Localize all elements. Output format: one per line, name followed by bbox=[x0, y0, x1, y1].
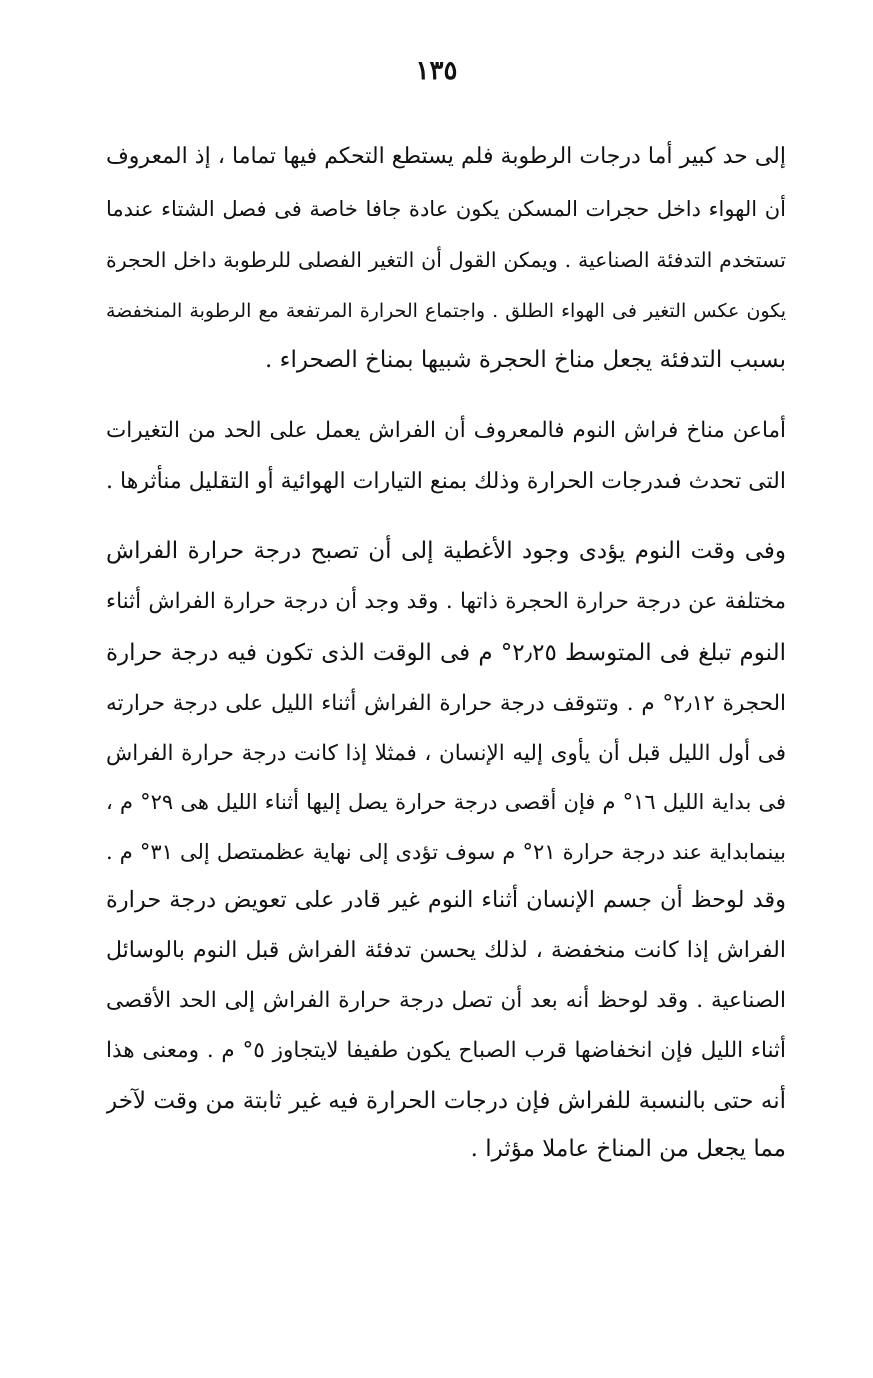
text-line: التى تحدث فىدرجات الحرارة وذلك بمنع التيارات الهوائية أو التقليل منأثرها . bbox=[106, 469, 786, 494]
text-line: أن الهواء داخل حجرات المسكن يكون عادة جافا خاصة فى فصل الشتاء عندما bbox=[106, 197, 786, 221]
text-line: إلى حد كبير أما درجات الرطوبة فلم يستطع التحكم فيها تماما ، إذ المعروف bbox=[106, 144, 786, 169]
text-line: الحجرة ٢٫١٢° م . وتتوقف درجة حرارة الفراش أثناء الليل على درجة حرارته bbox=[106, 691, 786, 716]
text-line: مما يجعل من المناخ عاملا مؤثرا . bbox=[470, 1136, 786, 1162]
page-number: ١٣٥ bbox=[415, 56, 458, 86]
text-line: الصناعية . وقد لوحظ أنه بعد أن تصل درجة حرارة الفراش إلى الحد الأقصى bbox=[106, 988, 786, 1013]
text-line: يكون عكس التغير فى الهواء الطلق . واجتماع الحرارة المرتفعة مع الرطوبة المنخفضة bbox=[106, 300, 786, 322]
text-line: أماعن مناخ فراش النوم فالمعروف أن الفراش يعمل على الحد من التغيرات bbox=[106, 418, 786, 443]
text-line: بينمابداية عند درجة حرارة ٢١° م سوف تؤدى إلى نهاية عظمىتصل إلى ٣١° م . bbox=[106, 840, 786, 864]
text-line: فى أول الليل قبل أن يأوى إليه الإنسان ، فمثلا إذا كانت درجة حرارة الفراش bbox=[106, 741, 786, 766]
text-line: الفراش إذا كانت منخفضة ، لذلك يحسن تدفئة الفراش قبل النوم بالوسائل bbox=[106, 938, 786, 963]
text-line: فى بداية الليل ١٦° م فإن أقصى درجة حرارة يصل إليها أثناء الليل هى ٢٩° م ، bbox=[106, 790, 786, 814]
text-line: تستخدم التدفئة الصناعية . ويمكن القول أن التغير الفصلى للرطوبة داخل الحجرة bbox=[106, 248, 786, 272]
text-line: النوم تبلغ فى المتوسط ٢٫٢٥° م فى الوقت الذى تكون فيه درجة حرارة bbox=[106, 640, 786, 666]
text-line: أنه حتى بالنسبة للفراش فإن درجات الحرارة فيه غير ثابتة من وقت لآخر bbox=[106, 1088, 786, 1114]
text-line: بسبب التدفئة يجعل مناخ الحجرة شبيها بمناخ الصحراء . bbox=[265, 347, 786, 373]
text-line: وقد لوحظ أن جسم الإنسان أثناء النوم غير قادر على تعويض درجة حرارة bbox=[106, 887, 786, 913]
text-line: مختلفة عن درجة حرارة الحجرة ذاتها . وقد وجد أن درجة حرارة الفراش أثناء bbox=[106, 589, 786, 614]
text-line: وفى وقت النوم يؤدى وجود الأغطية إلى أن تصبح درجة حرارة الفراش bbox=[106, 538, 786, 564]
text-line: أثناء الليل فإن انخفاضها قرب الصباح يكون طفيفا لايتجاوز ٥° م . ومعنى هذا bbox=[106, 1038, 786, 1063]
